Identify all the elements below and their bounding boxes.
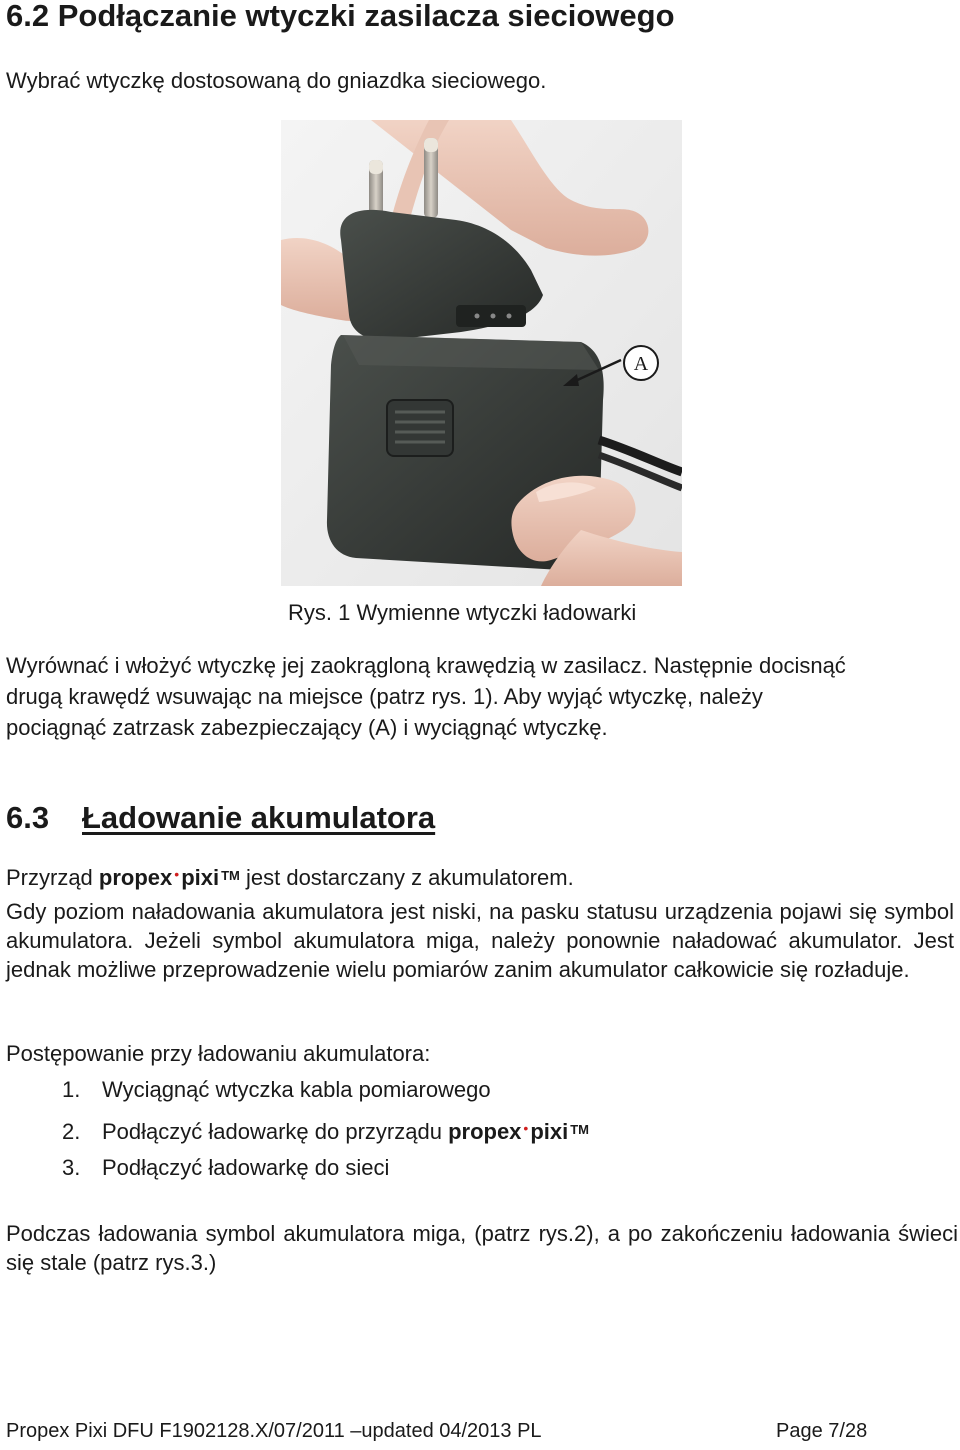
section-6-3-title: Ładowanie akumulatora bbox=[82, 800, 436, 835]
section-6-2-intro: Wybrać wtyczkę dostosowaną do gniazdka sieciowego. bbox=[6, 68, 547, 93]
section-6-3-number: 6.3 bbox=[6, 800, 50, 835]
instruction-line-1: Wyrównać i włożyć wtyczkę jej zaokrągloną krawędzią w zasilacz. Następnie docisnąć bbox=[6, 653, 846, 678]
section-6-3-heading bbox=[6, 800, 435, 836]
trademark: TM bbox=[221, 868, 240, 883]
step-number: 2. bbox=[62, 1119, 81, 1144]
step-text: Podłączyć ładowarkę do sieci bbox=[102, 1155, 390, 1180]
charger-plug-illustration bbox=[281, 120, 682, 586]
brand-part-1: propex bbox=[98, 865, 173, 890]
trademark: TM bbox=[570, 1122, 590, 1137]
figure-1-caption: Rys. 1 Wymienne wtyczki ładowarki bbox=[288, 600, 637, 625]
list-item bbox=[62, 1114, 589, 1146]
brand-dot: • bbox=[523, 1120, 529, 1136]
brand-part-2: pixi bbox=[530, 1119, 569, 1144]
footer-page-number: Page 7/28 bbox=[776, 1420, 868, 1442]
brand-part-1: propex bbox=[448, 1119, 522, 1144]
footer-doc-id: Propex Pixi DFU F1902128.X/07/2011 –updated 04/2013 PL bbox=[6, 1420, 542, 1442]
brand-part-2: pixi bbox=[181, 865, 220, 890]
list-item bbox=[62, 1153, 389, 1182]
charging-note-paragraph: Podczas ładowania symbol akumulatora miga, (patrz rys.2), a po zakończeniu ładowania świeci się stale (patrz rys.3.) bbox=[6, 1221, 958, 1275]
procedure-title: Postępowanie przy ładowaniu akumulatora: bbox=[6, 1041, 431, 1066]
list-item bbox=[62, 1075, 491, 1104]
supplied-prefix: Przyrząd bbox=[6, 865, 99, 890]
step-number: 1. bbox=[62, 1077, 81, 1102]
instruction-line-2: drugą krawędź wsuwając na miejsce (patrz rys. 1). Aby wyjąć wtyczkę, należy bbox=[6, 684, 763, 709]
charging-steps-list bbox=[62, 1075, 762, 1185]
step-number: 3. bbox=[62, 1155, 81, 1180]
section-6-2-title: 6.2 Podłączanie wtyczki zasilacza sieciowego bbox=[6, 0, 675, 33]
low-battery-paragraph: Gdy poziom naładowania akumulatora jest niski, na pasku statusu urządzenia pojawi się symbol akumulatora. Jeżeli symbol akumulatora miga, należy ponownie naładować akumulator. Jest jednak możliwe przeprowadzenie wielu pomiarów zanim akumulator całkowicie się rozładuje. bbox=[6, 899, 954, 982]
instruction-line-3: pociągnąć zatrzask zabezpieczający (A) i wyciągnąć wtyczkę. bbox=[6, 715, 608, 740]
supplied-suffix: jest dostarczany z akumulatorem. bbox=[239, 865, 574, 890]
callout-a-label: A bbox=[633, 353, 649, 375]
step-text: Podłączyć ładowarkę do przyrządu bbox=[102, 1119, 449, 1144]
supplied-with-battery bbox=[6, 860, 574, 892]
brand-dot: • bbox=[174, 866, 180, 882]
charger-plug-photo bbox=[281, 120, 682, 586]
latch-grip bbox=[387, 400, 453, 456]
step-text: Wyciągnąć wtyczka kabla pomiarowego bbox=[102, 1077, 491, 1102]
